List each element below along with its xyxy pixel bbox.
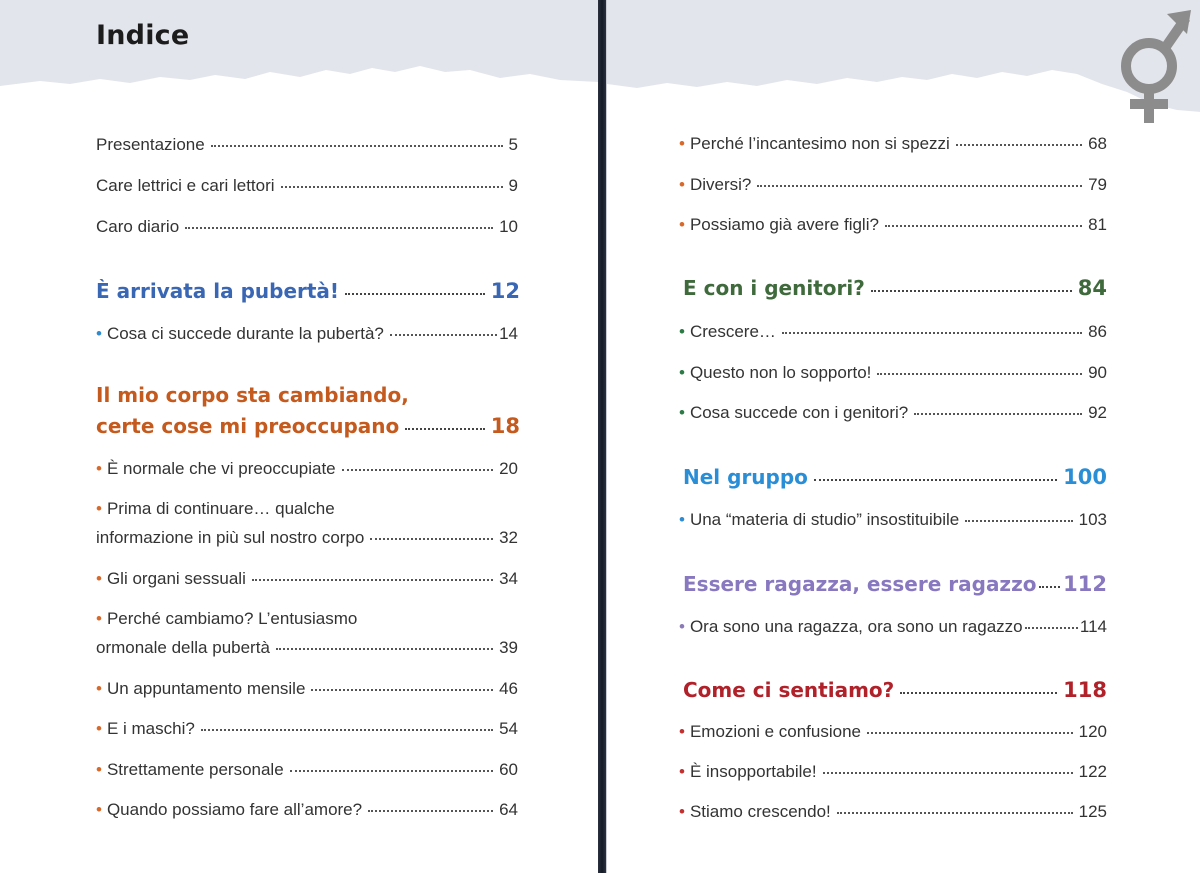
entry-label: Perché l’incantesimo non si spezzi: [689, 134, 950, 153]
bullet-icon: •: [96, 569, 102, 588]
bullet-icon: •: [679, 134, 685, 153]
bullet-icon: •: [679, 322, 685, 341]
entry-page: 120: [1078, 722, 1107, 741]
toc-entry: [96, 720, 518, 737]
section-title: Essere ragazza, essere ragazzo: [683, 572, 1037, 596]
entry-page: 39: [499, 638, 518, 657]
toc-entry: [96, 639, 518, 656]
entry-label: Cosa succede con i genitori?: [689, 403, 909, 422]
bullet-icon: •: [679, 363, 685, 382]
entry-page: 64: [499, 800, 518, 819]
dot-leader: [1025, 627, 1078, 629]
section-page: 100: [1063, 465, 1107, 489]
entry-label: Strettamente personale: [106, 760, 284, 779]
dot-leader: [390, 334, 497, 336]
entry-label: È normale che vi preoccupiate: [106, 459, 336, 478]
dot-leader: [290, 770, 493, 772]
dot-leader: [311, 689, 493, 691]
entry-label: Cosa ci succede durante la pubertà?: [106, 324, 384, 343]
dot-leader: [370, 538, 493, 540]
entry-page: 5: [508, 135, 518, 154]
bullet-icon: •: [96, 679, 102, 698]
entry-label: Caro diario: [96, 217, 180, 236]
entry-label: Una “materia di studio” insostituibile: [689, 510, 960, 529]
dot-leader: [368, 810, 493, 812]
section-heading: [683, 278, 1107, 299]
section-page: 12: [490, 279, 520, 303]
right-page: [606, 0, 1200, 873]
entry-label: Prima di continuare… qualche: [106, 499, 335, 518]
section-heading: [683, 467, 1107, 488]
header-band: [0, 0, 598, 120]
section-page: 18: [490, 414, 520, 438]
entry-label: Quando possiamo fare all’amore?: [106, 800, 363, 819]
dot-leader: [1039, 586, 1060, 588]
toc-entry: [679, 364, 1107, 381]
dot-leader: [867, 732, 1073, 734]
entry-page: 46: [499, 679, 518, 698]
bullet-icon: •: [96, 800, 102, 819]
toc-entry: [96, 218, 518, 235]
toc-entry-line1: [96, 610, 357, 627]
toc-entry: [679, 323, 1107, 340]
toc-entry: [679, 511, 1107, 528]
dot-leader: [914, 413, 1082, 415]
entry-label: Crescere…: [689, 322, 776, 341]
bullet-icon: •: [96, 324, 102, 343]
toc-entry: [96, 325, 518, 342]
entry-page: 86: [1088, 322, 1107, 341]
entry-label: Perché cambiamo? L’entusiasmo: [106, 609, 358, 628]
entry-page: 125: [1078, 802, 1107, 821]
toc-entry: [679, 216, 1107, 233]
entry-page: 20: [499, 459, 518, 478]
toc-entry: [679, 618, 1107, 635]
entry-page: 34: [499, 569, 518, 588]
toc-entry: [679, 176, 1107, 193]
toc-entry: [96, 680, 518, 697]
bullet-icon: •: [679, 215, 685, 234]
bullet-icon: •: [96, 459, 102, 478]
entry-label: È insopportabile!: [689, 762, 817, 781]
entry-label: Questo non lo sopporto!: [689, 363, 872, 382]
dot-leader: [211, 145, 503, 147]
bullet-icon: •: [679, 722, 685, 741]
entry-page: 9: [508, 176, 518, 195]
entry-label: Gli organi sessuali: [106, 569, 246, 588]
entry-label: Stiamo crescendo!: [689, 802, 831, 821]
toc-entry: [96, 570, 518, 587]
toc-entry: [96, 529, 518, 546]
section-title-line1: Il mio corpo sta cambiando,: [96, 383, 409, 407]
toc-entry-line1: [96, 500, 335, 517]
dot-leader: [877, 373, 1082, 375]
bullet-icon: •: [96, 609, 102, 628]
entry-label: Diversi?: [689, 175, 752, 194]
dot-leader: [871, 290, 1072, 292]
page-title: Indice: [96, 20, 190, 51]
entry-page: 68: [1088, 134, 1107, 153]
toc-entry: [96, 460, 518, 477]
section-title-line2: certe cose mi preoccupano: [96, 414, 400, 438]
bullet-icon: •: [679, 175, 685, 194]
bullet-icon: •: [679, 403, 685, 422]
bullet-icon: •: [96, 760, 102, 779]
bullet-icon: •: [679, 617, 685, 636]
dot-leader: [885, 225, 1082, 227]
toc-entry: [679, 763, 1107, 780]
bullet-icon: •: [96, 719, 102, 738]
dot-leader: [757, 185, 1082, 187]
dot-leader: [185, 227, 493, 229]
toc-entry: [96, 177, 518, 194]
entry-label: Un appuntamento mensile: [106, 679, 306, 698]
bullet-icon: •: [96, 499, 102, 518]
toc-entry: [96, 136, 518, 153]
entry-label: Emozioni e confusione: [689, 722, 861, 741]
entry-label: Care lettrici e cari lettori: [96, 176, 275, 195]
toc-entry: [679, 404, 1107, 421]
toc-entry: [679, 723, 1107, 740]
dot-leader: [252, 579, 493, 581]
entry-page: 60: [499, 760, 518, 779]
section-title: E con i genitori?: [683, 276, 865, 300]
toc-entry: [96, 801, 518, 818]
entry-label: E i maschi?: [106, 719, 195, 738]
entry-label: informazione in più sul nostro corpo: [96, 528, 365, 547]
section-title: È arrivata la pubertà!: [96, 279, 340, 303]
entry-page: 79: [1088, 175, 1107, 194]
entry-page: 54: [499, 719, 518, 738]
entry-page: 32: [499, 528, 518, 547]
dot-leader: [201, 729, 493, 731]
toc-entry: [679, 803, 1107, 820]
entry-page: 103: [1078, 510, 1107, 529]
toc-entry: [96, 761, 518, 778]
entry-page: 81: [1088, 215, 1107, 234]
entry-page: 90: [1088, 363, 1107, 382]
bullet-icon: •: [679, 762, 685, 781]
dot-leader: [405, 428, 484, 430]
section-page: 112: [1063, 572, 1107, 596]
entry-label: ormonale della pubertà: [96, 638, 270, 657]
dot-leader: [782, 332, 1082, 334]
dot-leader: [281, 186, 503, 188]
section-heading: [96, 281, 520, 302]
section-heading: [96, 416, 520, 437]
section-page: 84: [1077, 276, 1107, 300]
section-page: 118: [1063, 678, 1107, 702]
book-gutter: [598, 0, 606, 873]
entry-page: 10: [499, 217, 518, 236]
toc-entry: [679, 135, 1107, 152]
entry-page: 92: [1088, 403, 1107, 422]
bullet-icon: •: [679, 802, 685, 821]
dot-leader: [956, 144, 1082, 146]
dot-leader: [823, 772, 1073, 774]
male-female-symbol-icon: [1103, 0, 1195, 125]
left-page: [0, 0, 599, 873]
entry-label: Presentazione: [96, 135, 205, 154]
dot-leader: [900, 692, 1057, 694]
section-heading: [683, 680, 1107, 701]
dot-leader: [276, 648, 493, 650]
dot-leader: [837, 812, 1073, 814]
entry-label: Possiamo già avere figli?: [689, 215, 879, 234]
entry-page: 114: [1079, 617, 1107, 636]
dot-leader: [342, 469, 493, 471]
dot-leader: [814, 479, 1057, 481]
entry-page: 14: [499, 324, 518, 343]
dot-leader: [965, 520, 1072, 522]
section-heading: [683, 574, 1107, 595]
entry-page: 122: [1078, 762, 1107, 781]
dot-leader: [345, 293, 485, 295]
section-title: Nel gruppo: [683, 465, 808, 489]
section-title: Come ci sentiamo?: [683, 678, 895, 702]
bullet-icon: •: [679, 510, 685, 529]
entry-label: Ora sono una ragazza, ora sono un ragazzo: [689, 617, 1023, 636]
